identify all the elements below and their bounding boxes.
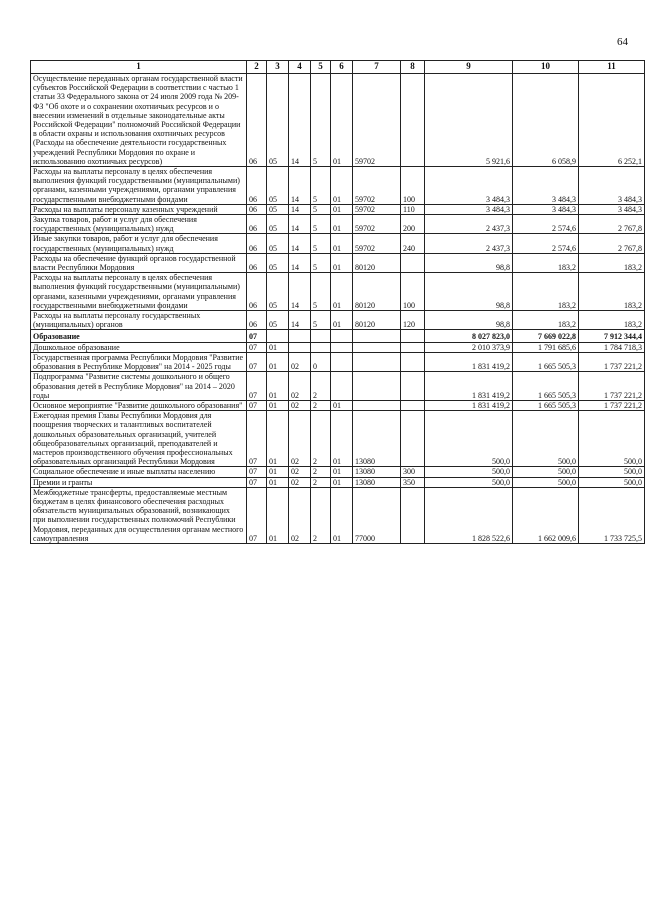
code-cell: 02 [289, 372, 311, 401]
code-cell: 02 [289, 487, 311, 543]
code-cell [311, 342, 331, 352]
code-cell: 01 [267, 400, 289, 410]
row-description: Дошкольное образование [31, 342, 247, 352]
amount-cell: 500,0 [425, 467, 513, 477]
amount-cell: 2 437,3 [425, 234, 513, 253]
code-cell: 13080 [353, 411, 401, 467]
header-row [31, 61, 645, 74]
amount-cell: 500,0 [513, 411, 579, 467]
code-cell: 01 [267, 477, 289, 487]
amount-cell: 98,8 [425, 273, 513, 311]
code-cell [401, 400, 425, 410]
code-cell: 120 [401, 311, 425, 330]
column-header: 9 [425, 61, 513, 74]
code-cell [289, 342, 311, 352]
code-cell: 5 [311, 234, 331, 253]
amount-cell: 6 058,9 [513, 74, 579, 167]
amount-cell: 500,0 [579, 411, 645, 467]
amount-cell: 2 437,3 [425, 215, 513, 234]
amount-cell: 3 484,3 [579, 204, 645, 214]
row-description: Ежегодная премия Главы Республики Мордовия для поощрения творческих и талантливых воспитателей дошкольных образовательных организаций, учителей общеобразовательных организаций, преподавателей и мастеров производственного обучения профессиональных образовательных организаций Республики Мордовия [31, 411, 247, 467]
code-cell: 02 [289, 411, 311, 467]
amount-cell: 1 828 522,6 [425, 487, 513, 543]
amount-cell: 500,0 [425, 411, 513, 467]
code-cell [353, 400, 401, 410]
code-cell [331, 330, 353, 342]
code-cell: 14 [289, 215, 311, 234]
code-cell: 01 [331, 74, 353, 167]
amount-cell: 8 027 823,0 [425, 330, 513, 342]
amount-cell: 1 737 221,2 [579, 352, 645, 371]
code-cell: 07 [247, 467, 267, 477]
table-row [31, 74, 645, 167]
code-cell: 06 [247, 204, 267, 214]
code-cell: 13080 [353, 467, 401, 477]
table-row [31, 352, 645, 371]
amount-cell: 500,0 [513, 477, 579, 487]
amount-cell: 1 831 419,2 [425, 352, 513, 371]
code-cell: 110 [401, 204, 425, 214]
amount-cell: 500,0 [513, 467, 579, 477]
code-cell: 14 [289, 253, 311, 272]
code-cell: 14 [289, 74, 311, 167]
row-description: Образование [31, 330, 247, 342]
table-row [31, 372, 645, 401]
code-cell: 05 [267, 311, 289, 330]
code-cell: 02 [289, 477, 311, 487]
column-header: 5 [311, 61, 331, 74]
code-cell: 01 [331, 273, 353, 311]
code-cell: 05 [267, 234, 289, 253]
column-header: 1 [31, 61, 247, 74]
row-description: Социальное обеспечение и иные выплаты населению [31, 467, 247, 477]
table-body [31, 74, 645, 544]
code-cell: 01 [267, 372, 289, 401]
code-cell: 05 [267, 167, 289, 205]
code-cell: 240 [401, 234, 425, 253]
amount-cell: 2 574,6 [513, 234, 579, 253]
amount-cell: 1 831 419,2 [425, 372, 513, 401]
amount-cell: 183,2 [513, 273, 579, 311]
code-cell: 80120 [353, 311, 401, 330]
code-cell: 13080 [353, 477, 401, 487]
row-description: Расходы на выплаты персоналу в целях обеспечения выполнения функций государственными (муниципальными) органами, казенными учреждениями, органами управления государственными внебюджетными фондами [31, 167, 247, 205]
code-cell [401, 253, 425, 272]
code-cell: 01 [331, 167, 353, 205]
amount-cell: 1 665 505,3 [513, 400, 579, 410]
code-cell [401, 74, 425, 167]
code-cell: 05 [267, 74, 289, 167]
code-cell: 2 [311, 400, 331, 410]
code-cell: 80120 [353, 253, 401, 272]
column-header: 7 [353, 61, 401, 74]
code-cell: 59702 [353, 215, 401, 234]
code-cell [331, 352, 353, 371]
row-description: Подпрограмма "Развитие системы дошкольного и общего образования детей в Республике Мордовия" на 2014 – 2020 годы [31, 372, 247, 401]
amount-cell: 2 767,8 [579, 234, 645, 253]
amount-cell: 1 831 419,2 [425, 400, 513, 410]
page-number: 64 [617, 36, 628, 48]
code-cell: 07 [247, 372, 267, 401]
code-cell: 07 [247, 342, 267, 352]
code-cell: 80120 [353, 273, 401, 311]
amount-cell: 3 484,3 [513, 204, 579, 214]
code-cell: 14 [289, 273, 311, 311]
code-cell: 07 [247, 411, 267, 467]
code-cell: 2 [311, 372, 331, 401]
code-cell [267, 330, 289, 342]
code-cell: 05 [267, 273, 289, 311]
code-cell [331, 372, 353, 401]
table-row [31, 411, 645, 467]
code-cell: 2 [311, 477, 331, 487]
row-description: Межбюджетные трансферты, предоставляемые местным бюджетам в целях финансового обеспечения расходных обязательств муниципальных образований, возникающих при выполнении государственных полномочий Республики Мордовия, переданных для осуществления органам местного самоуправления [31, 487, 247, 543]
table-row [31, 400, 645, 410]
column-header: 8 [401, 61, 425, 74]
amount-cell: 183,2 [513, 311, 579, 330]
code-cell: 5 [311, 273, 331, 311]
code-cell: 200 [401, 215, 425, 234]
row-description: Основное мероприятие "Развитие дошкольного образования" [31, 400, 247, 410]
code-cell: 01 [267, 467, 289, 477]
table-row [31, 234, 645, 253]
column-header: 4 [289, 61, 311, 74]
table-row [31, 487, 645, 543]
amount-cell: 1 791 685,6 [513, 342, 579, 352]
code-cell: 06 [247, 253, 267, 272]
code-cell: 07 [247, 352, 267, 371]
code-cell: 2 [311, 411, 331, 467]
row-description: Государственная программа Республики Мордовия "Развитие образования в Республике Мордовия" на 2014 - 2025 годы [31, 352, 247, 371]
column-header: 11 [579, 61, 645, 74]
amount-cell: 183,2 [579, 273, 645, 311]
code-cell: 06 [247, 311, 267, 330]
code-cell: 01 [331, 487, 353, 543]
code-cell: 2 [311, 467, 331, 477]
code-cell: 77000 [353, 487, 401, 543]
code-cell [353, 330, 401, 342]
table-row [31, 311, 645, 330]
code-cell: 01 [331, 411, 353, 467]
amount-cell: 7 669 022,8 [513, 330, 579, 342]
amount-cell: 183,2 [513, 253, 579, 272]
code-cell: 5 [311, 204, 331, 214]
amount-cell: 2 767,8 [579, 215, 645, 234]
code-cell: 14 [289, 167, 311, 205]
code-cell: 06 [247, 234, 267, 253]
table-row [31, 167, 645, 205]
code-cell: 14 [289, 234, 311, 253]
code-cell: 06 [247, 273, 267, 311]
amount-cell: 3 484,3 [425, 204, 513, 214]
code-cell: 5 [311, 167, 331, 205]
amount-cell: 3 484,3 [579, 167, 645, 205]
column-header: 10 [513, 61, 579, 74]
code-cell: 5 [311, 311, 331, 330]
code-cell: 59702 [353, 167, 401, 205]
row-description: Иные закупки товаров, работ и услуг для обеспечения государственных (муниципальных) нужд [31, 234, 247, 253]
amount-cell: 183,2 [579, 311, 645, 330]
code-cell: 01 [267, 411, 289, 467]
code-cell: 01 [331, 215, 353, 234]
code-cell: 100 [401, 167, 425, 205]
amount-cell: 3 484,3 [425, 167, 513, 205]
amount-cell: 500,0 [579, 467, 645, 477]
code-cell: 01 [267, 487, 289, 543]
code-cell [401, 342, 425, 352]
code-cell: 5 [311, 215, 331, 234]
amount-cell: 500,0 [425, 477, 513, 487]
code-cell: 05 [267, 215, 289, 234]
code-cell: 06 [247, 215, 267, 234]
code-cell [401, 352, 425, 371]
amount-cell: 1 662 009,6 [513, 487, 579, 543]
amount-cell: 98,8 [425, 311, 513, 330]
amount-cell: 500,0 [579, 477, 645, 487]
table-row [31, 467, 645, 477]
row-description: Расходы на обеспечение функций органов государственной власти Республики Мордовия [31, 253, 247, 272]
table-row [31, 342, 645, 352]
table-row [31, 330, 645, 342]
code-cell: 01 [331, 253, 353, 272]
code-cell: 59702 [353, 74, 401, 167]
amount-cell: 1 784 718,3 [579, 342, 645, 352]
code-cell: 06 [247, 74, 267, 167]
row-description: Расходы на выплаты персоналу государственных (муниципальных) органов [31, 311, 247, 330]
code-cell: 01 [267, 352, 289, 371]
code-cell: 07 [247, 400, 267, 410]
code-cell: 02 [289, 467, 311, 477]
code-cell: 01 [331, 204, 353, 214]
code-cell: 5 [311, 253, 331, 272]
code-cell: 01 [331, 311, 353, 330]
code-cell: 07 [247, 487, 267, 543]
row-description: Закупка товаров, работ и услуг для обеспечения государственных (муниципальных) нужд [31, 215, 247, 234]
code-cell: 59702 [353, 204, 401, 214]
code-cell: 01 [331, 234, 353, 253]
amount-cell: 3 484,3 [513, 167, 579, 205]
code-cell [331, 342, 353, 352]
code-cell: 100 [401, 273, 425, 311]
code-cell: 07 [247, 477, 267, 487]
table-row [31, 477, 645, 487]
code-cell [311, 330, 331, 342]
table-row [31, 204, 645, 214]
amount-cell: 1 737 221,2 [579, 400, 645, 410]
code-cell: 59702 [353, 234, 401, 253]
code-cell: 14 [289, 204, 311, 214]
budget-table [30, 60, 645, 544]
code-cell [401, 411, 425, 467]
code-cell [401, 487, 425, 543]
code-cell [289, 330, 311, 342]
code-cell [353, 352, 401, 371]
code-cell: 01 [331, 467, 353, 477]
code-cell: 02 [289, 352, 311, 371]
table-row [31, 215, 645, 234]
amount-cell: 2 574,6 [513, 215, 579, 234]
amount-cell: 7 912 344,4 [579, 330, 645, 342]
code-cell: 07 [247, 330, 267, 342]
code-cell: 01 [331, 400, 353, 410]
code-cell [353, 372, 401, 401]
row-description: Расходы на выплаты персоналу казенных учреждений [31, 204, 247, 214]
amount-cell: 98,8 [425, 253, 513, 272]
code-cell: 02 [289, 400, 311, 410]
code-cell: 350 [401, 477, 425, 487]
row-description: Премии и гранты [31, 477, 247, 487]
table-row [31, 253, 645, 272]
amount-cell: 1 733 725,5 [579, 487, 645, 543]
table-row [31, 273, 645, 311]
amount-cell: 5 921,6 [425, 74, 513, 167]
column-header: 2 [247, 61, 267, 74]
code-cell [401, 372, 425, 401]
code-cell: 5 [311, 74, 331, 167]
code-cell: 05 [267, 204, 289, 214]
amount-cell: 1 665 505,3 [513, 372, 579, 401]
code-cell: 01 [331, 477, 353, 487]
row-description: Расходы на выплаты персоналу в целях обеспечения выполнения функций государственными (муниципальными) органами, казенными учреждениями, органами управления государственными внебюджетными фондами [31, 273, 247, 311]
amount-cell: 6 252,1 [579, 74, 645, 167]
amount-cell: 183,2 [579, 253, 645, 272]
code-cell: 300 [401, 467, 425, 477]
code-cell [401, 330, 425, 342]
amount-cell: 1 665 505,3 [513, 352, 579, 371]
code-cell: 06 [247, 167, 267, 205]
amount-cell: 1 737 221,2 [579, 372, 645, 401]
column-header: 3 [267, 61, 289, 74]
amount-cell: 2 010 373,9 [425, 342, 513, 352]
code-cell: 01 [267, 342, 289, 352]
row-description: Осуществление переданных органам государственной власти субъектов Российской Федерации в соответствии с частью 1 статьи 33 Федерального закона от 24 июля 2009 года № 209-ФЗ "Об охоте и о сохранении охотничьих ресурсов и о внесении изменений в отдельные законодательные акты Российской Федерации" полномочий Российской Федерации в области охраны и использования охотничьих ресурсов (Расходы на обеспечение деятельности государственных учреждений Республики Мордовия по охране и использованию охотничьих ресурсов) [31, 74, 247, 167]
code-cell: 14 [289, 311, 311, 330]
code-cell: 2 [311, 487, 331, 543]
code-cell: 05 [267, 253, 289, 272]
code-cell [353, 342, 401, 352]
code-cell: 0 [311, 352, 331, 371]
column-header: 6 [331, 61, 353, 74]
